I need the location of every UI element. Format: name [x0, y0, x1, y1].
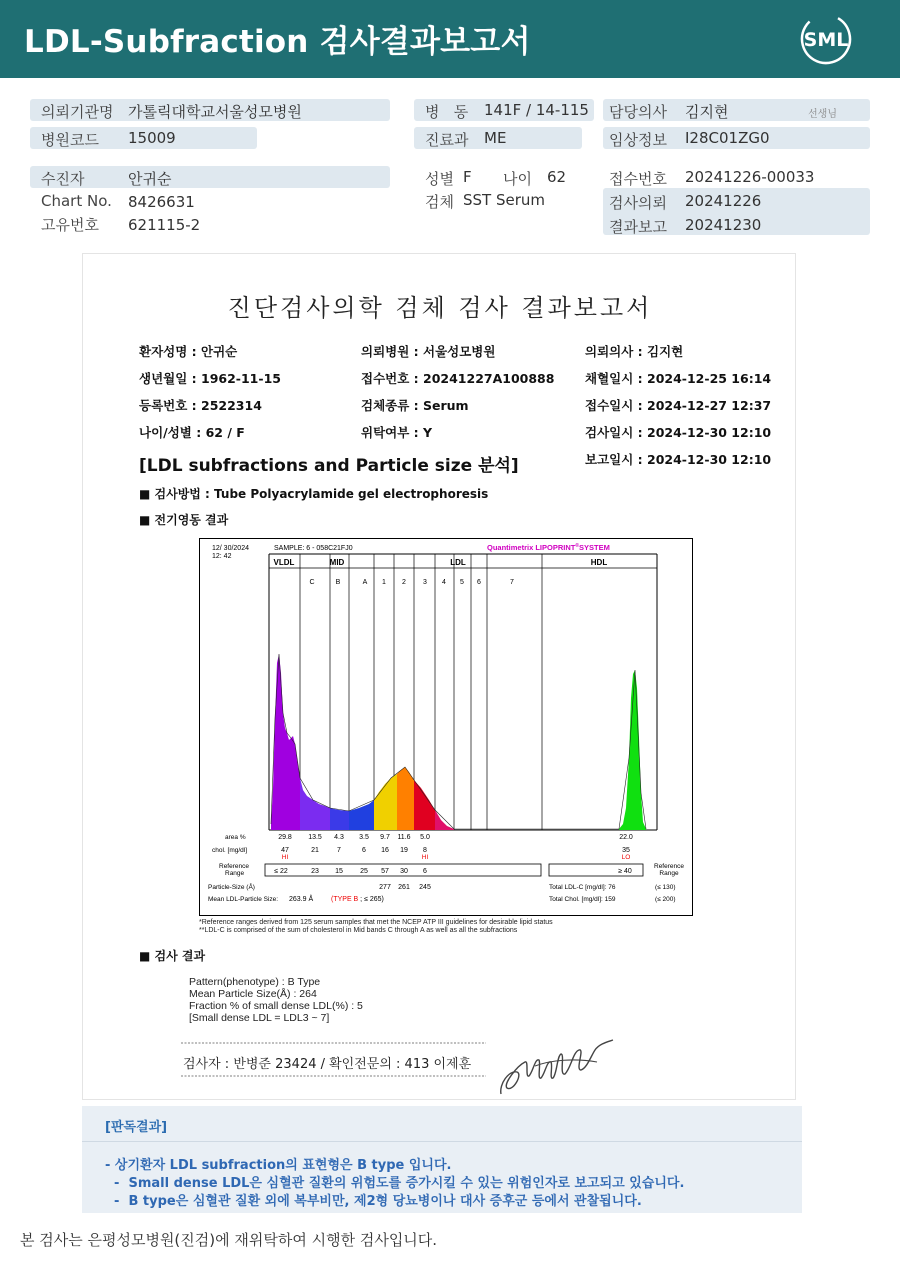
ref-value: 23 [311, 868, 319, 875]
ward-label: 병 동 [425, 103, 469, 121]
group-label-mid: MID [329, 558, 345, 567]
report-patient-name: 환자성명 : 안귀순 [139, 344, 238, 359]
request-value: 20241226 [685, 192, 762, 210]
flag-hi-vldl: HI [281, 854, 289, 861]
chart-sample: SAMPLE: 6 - 058C21FJ0 [274, 545, 353, 552]
interpretation-box [82, 1106, 802, 1213]
interpretation-line-1: - 상기환자 LDL subfraction의 표현형은 B type 입니다. [105, 1158, 452, 1173]
lab-report-document [82, 253, 796, 1100]
receipt-value: 20241226-00033 [685, 168, 815, 186]
particle-size-value: 261 [398, 884, 410, 891]
chart-brand: Quantimetrix LIPOPRINT®SYSTEM [487, 543, 610, 552]
chart-value: 8426631 [128, 193, 195, 211]
report-label: 결과보고 [609, 218, 667, 236]
examiner-line: 검사자 : 반병준 23424 / 확인전문의 : 413 이제훈 [183, 1057, 472, 1072]
flag-lo-hdl: LO [621, 854, 631, 861]
group-label-ldl: LDL [450, 558, 466, 567]
chol-value: 35 [622, 847, 630, 854]
age-label: 나이 [503, 170, 532, 188]
band-label-6: 6 [477, 579, 481, 586]
mid-b-area [330, 808, 349, 830]
report-referral: 위탁여부 : Y [361, 425, 433, 440]
mean-size-type: (TYPE B ; ≤ 265) [331, 896, 384, 903]
area-value: 3.5 [359, 834, 369, 841]
chart-note-2: **LDL-C is comprised of the sum of cholesterol in Mid bands C through A as well as all the subfractions [199, 927, 518, 934]
age-value: 62 [547, 168, 567, 186]
chart-note-1: *Reference ranges derived from 125 serum samples that met the NCEP ATP III guidelines for desirable lipid status [199, 919, 553, 926]
area-value: 5.0 [420, 834, 430, 841]
report-receipt-time: 접수일시 : 2024-12-27 12:37 [585, 398, 772, 413]
chol-value: 19 [400, 847, 408, 854]
report-value: 20241230 [685, 216, 762, 234]
area-value: 11.6 [397, 834, 411, 841]
chart-date: 12/ 30/2024 [212, 545, 249, 552]
sml-logo [798, 12, 854, 66]
report-birthdate: 생년월일 : 1962-11-15 [139, 371, 281, 386]
receipt-label: 접수번호 [609, 170, 667, 188]
report-collection-time: 채혈일시 : 2024-12-25 16:14 [585, 371, 772, 386]
institution-value: 가톨릭대학교서울성모병원 [128, 103, 302, 121]
chol-value: 7 [337, 847, 341, 854]
dept-label: 진료과 [425, 131, 469, 149]
ref-value: ≥ 40 [618, 868, 632, 875]
method-item: ■ 검사방법 : Tube Polyacrylamide gel electrophoresis [139, 487, 489, 501]
report-specimen-type: 검체종류 : Serum [361, 398, 469, 413]
band-label-c: C [309, 579, 315, 586]
doctor-suffix: 선생님 [808, 109, 837, 120]
uid-value: 621115-2 [128, 216, 201, 234]
report-reg-no: 등록번호 : 2522314 [139, 398, 262, 413]
band-label-5: 5 [460, 579, 464, 586]
report-receipt-no: 접수번호 : 20241227A100888 [361, 371, 555, 386]
particle-size-value: 245 [419, 884, 431, 891]
method-text: 검사방법 : Tube Polyacrylamide gel electrophoresis [154, 487, 489, 501]
interpretation-title: [판독결과] [105, 1120, 168, 1135]
mean-size-value: 263.9 Å [289, 896, 314, 903]
band-label-7: 7 [510, 579, 514, 586]
chol-value: 8 [423, 847, 427, 854]
area-value: 13.5 [308, 834, 322, 841]
band-label-2: 2 [402, 579, 406, 586]
ref-value: 25 [360, 868, 368, 875]
hospital-code-label: 병원코드 [41, 131, 99, 149]
total-chol: Total Chol. [mg/dl]: 159 [549, 896, 616, 903]
svg-text:SML: SML [803, 29, 849, 51]
row-label-chol: chol. [mg/dl] [212, 847, 248, 854]
electro-item: ■ 전기영동 결과 [139, 513, 229, 527]
row-label-ref: Reference [219, 863, 249, 870]
group-label-vldl: VLDL [273, 558, 295, 567]
clinical-value: I28C01ZG0 [685, 129, 770, 147]
interpretation-line-2: - Small dense LDL은 심혈관 질환의 위험도를 증가시킬 수 있는 위험인자로 보고되고 있습니다. [105, 1176, 685, 1191]
group-label-hdl: HDL [590, 558, 608, 567]
footer-note: 본 검사는 은평성모병원(진검)에 재위탁하여 시행한 검사입니다. [20, 1231, 438, 1249]
interpretation-line-3: - B type은 심혈관 질환 외에 복부비만, 제2형 당뇨병이나 대사 증후군 등에서 관찰됩니다. [105, 1194, 642, 1209]
ref-value: 57 [381, 868, 389, 875]
report-report-time: 보고일시 : 2024-12-30 12:10 [585, 452, 772, 467]
band-label-a: A [362, 579, 368, 586]
signature [495, 1036, 615, 1100]
ref-right-label-1: Reference [654, 863, 684, 870]
total-ldl-ref: (≤ 130) [655, 884, 676, 891]
doctor-label: 담당의사 [609, 103, 667, 121]
result-title: 검사 결과 [154, 949, 206, 963]
hospital-code-value: 15009 [128, 129, 176, 147]
report-title: 진단검사의학 검체 검사 결과보고서 [227, 294, 653, 322]
band-label-4: 4 [442, 579, 446, 586]
analysis-section-title: [LDL subfractions and Particle size 분석] [139, 456, 519, 476]
row-label-range: Range [225, 870, 245, 877]
page-title: LDL-Subfraction 검사결과보고서 [24, 24, 531, 60]
electro-text: 전기영동 결과 [154, 513, 229, 527]
ref-value: 30 [400, 868, 408, 875]
ref-value: 15 [335, 868, 343, 875]
result-line-1: Pattern(phenotype) : B Type [189, 976, 321, 988]
row-label-area: area % [225, 834, 246, 841]
ref-value: 6 [423, 868, 427, 875]
chol-value: 6 [362, 847, 366, 854]
area-value: 9.7 [380, 834, 390, 841]
header-bar [0, 0, 900, 78]
row-label-particle: Particle-Size (Å) [208, 884, 255, 891]
result-line-4: [Small dense LDL = LDL3 ~ 7] [189, 1012, 330, 1024]
chart-frame [200, 539, 693, 916]
patient-value: 안귀순 [128, 170, 172, 188]
report-hospital: 의뢰병원 : 서울성모병원 [361, 344, 496, 359]
report-age-sex: 나이/성별 : 62 / F [139, 425, 245, 440]
chol-value: 21 [311, 847, 319, 854]
lipoprint-chart [199, 538, 693, 916]
request-label: 검사의뢰 [609, 194, 667, 212]
result-line-2: Mean Particle Size(Å) : 264 [189, 988, 317, 1000]
ref-right-label-2: Range [659, 870, 679, 877]
sex-value: F [463, 168, 472, 186]
clinical-label: 임상정보 [609, 131, 667, 149]
flag-hi-ldl3: HI [421, 854, 429, 861]
specimen-label: 검체 [425, 193, 454, 211]
row-label-mean: Mean LDL-Particle Size: [208, 896, 279, 903]
interpretation-header [82, 1106, 802, 1142]
result-item: ■ 검사 결과 [139, 949, 206, 963]
total-ldl: Total LDL-C [mg/dl]: 76 [549, 884, 616, 891]
dept-value: ME [484, 129, 507, 147]
band-label-1: 1 [382, 579, 386, 586]
report-test-time: 검사일시 : 2024-12-30 12:10 [585, 425, 772, 440]
band-label-3: 3 [423, 579, 427, 586]
patient-label: 수진자 [41, 170, 85, 188]
chol-value: 47 [281, 847, 289, 854]
doctor-value: 김지현 [685, 103, 729, 121]
band-label-b: B [335, 579, 341, 586]
institution-label: 의뢰기관명 [41, 103, 114, 121]
uid-label: 고유번호 [41, 216, 99, 234]
chart-label: Chart No. [41, 192, 112, 210]
specimen-value: SST Serum [463, 191, 546, 209]
chart-time: 12: 42 [212, 553, 232, 560]
result-line-3: Fraction % of small dense LDL(%) : 5 [189, 1000, 363, 1012]
total-chol-ref: (≤ 200) [655, 896, 676, 903]
particle-size-value: 277 [379, 884, 391, 891]
ward-value: 141F / 14-115 [484, 101, 589, 119]
area-value: 22.0 [619, 834, 633, 841]
chol-value: 16 [381, 847, 389, 854]
ref-value: ≤ 22 [274, 868, 288, 875]
sex-label: 성별 [425, 170, 454, 188]
area-value: 29.8 [278, 834, 292, 841]
area-value: 4.3 [334, 834, 344, 841]
report-doctor: 의뢰의사 : 김지현 [585, 344, 684, 359]
